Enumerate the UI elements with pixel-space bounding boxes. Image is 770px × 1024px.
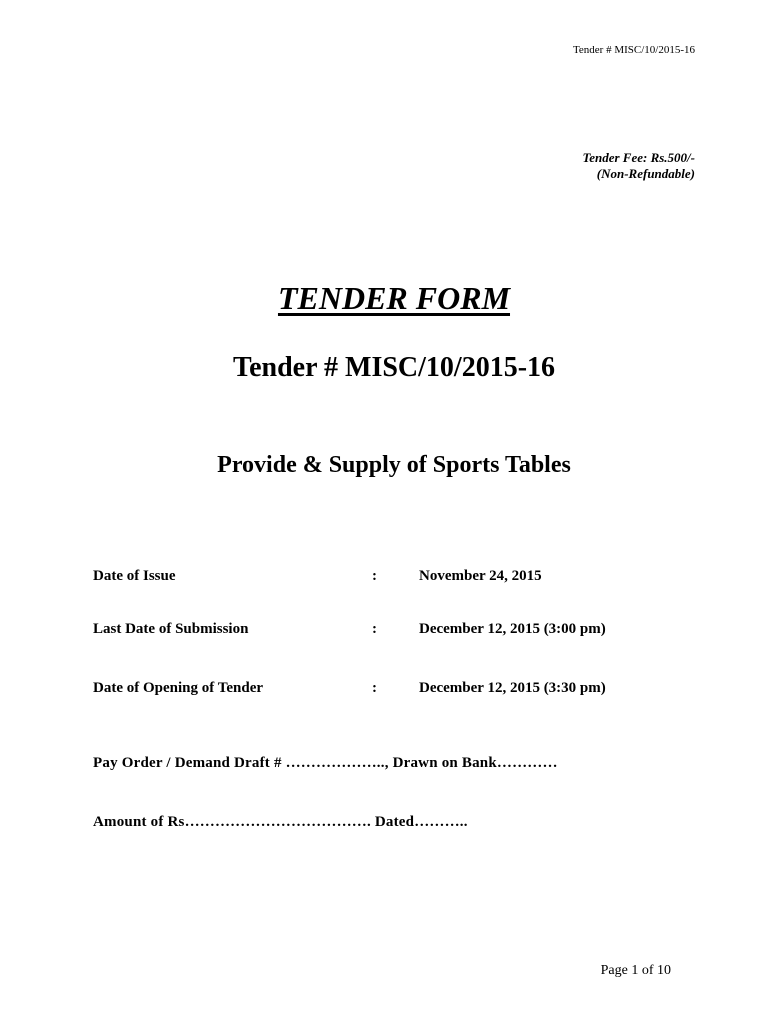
tender-subject-heading: Provide & Supply of Sports Tables xyxy=(217,452,571,478)
row-separator: : xyxy=(372,621,377,637)
amount-line: Amount of Rs………………………………. Dated……….. xyxy=(93,814,468,830)
tender-fee-note: (Non-Refundable) xyxy=(596,166,695,181)
row-label: Last Date of Submission xyxy=(93,621,249,637)
tender-fee-block xyxy=(582,150,695,182)
pay-order-line: Pay Order / Demand Draft # ……………….., Drawn on Bank………… xyxy=(93,755,558,771)
tender-number-heading: Tender # MISC/10/2015-16 xyxy=(232,352,556,383)
running-header: Tender # MISC/10/2015-16 xyxy=(572,44,695,56)
row-value: December 12, 2015 (3:30 pm) xyxy=(419,680,606,696)
last-date-of-submission-row xyxy=(93,621,693,641)
row-value: December 12, 2015 (3:00 pm) xyxy=(419,621,606,637)
tender-fee-amount: Tender Fee: Rs.500/- xyxy=(582,150,695,165)
row-value: November 24, 2015 xyxy=(419,568,542,584)
row-separator: : xyxy=(372,680,377,696)
date-of-opening-row xyxy=(93,680,693,700)
page-number: Page 1 of 10 xyxy=(600,963,671,978)
row-separator: : xyxy=(372,568,377,584)
document-title: TENDER FORM xyxy=(277,280,511,316)
row-label: Date of Issue xyxy=(93,568,176,584)
row-label: Date of Opening of Tender xyxy=(93,680,264,696)
date-of-issue-row xyxy=(93,568,693,588)
